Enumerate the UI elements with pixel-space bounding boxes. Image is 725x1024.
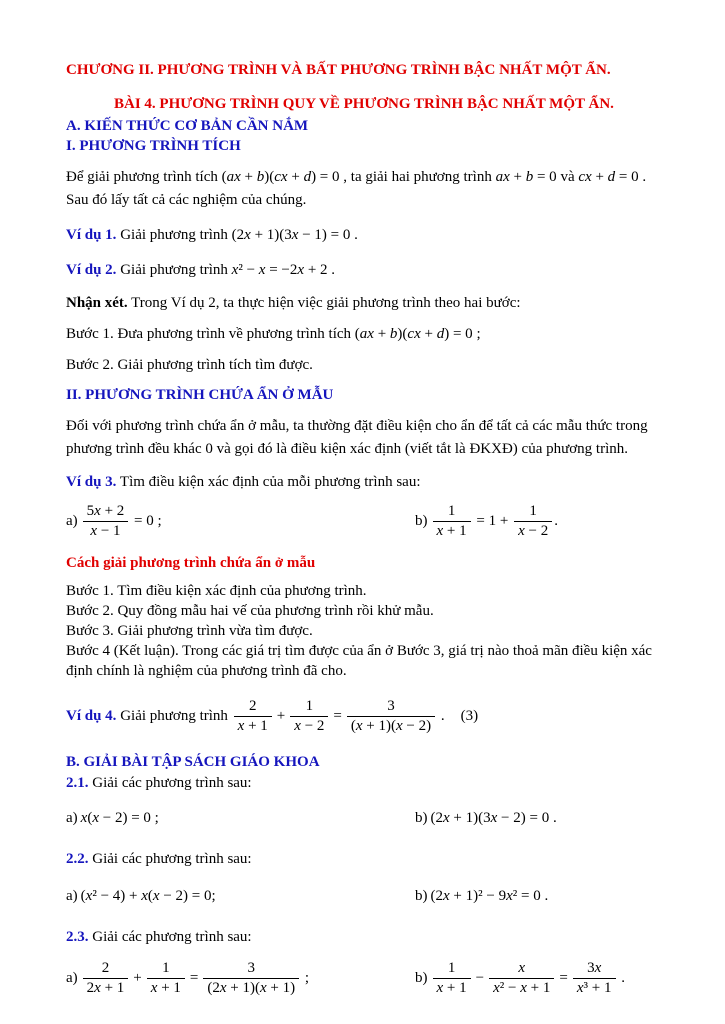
plus-operator: + bbox=[276, 707, 286, 724]
example-1 bbox=[66, 224, 661, 247]
item-b-marker: b) bbox=[415, 512, 428, 529]
example-2-text: Giải phương trình bbox=[116, 262, 232, 278]
denominator: x + 1 bbox=[436, 980, 467, 996]
example-2-equation: x² − x = −2x + 2 bbox=[231, 262, 328, 278]
denominator: x + 1 bbox=[436, 523, 467, 539]
numerator: 3 bbox=[347, 697, 435, 717]
denominator: x − 1 bbox=[90, 523, 121, 539]
denominator: x − 2 bbox=[518, 523, 549, 539]
example-2-tail: . bbox=[327, 262, 336, 278]
equation-b-tail: . bbox=[617, 969, 625, 986]
exercise-2-2-item-a bbox=[66, 885, 415, 908]
exercise-2-1-label: 2.1. bbox=[66, 775, 89, 791]
example-1-label: Ví dụ 1. bbox=[66, 227, 117, 243]
example-4-tail: . bbox=[437, 707, 445, 724]
method-step-1: Bước 1. Tìm điều kiện xác định của phương trình. bbox=[66, 583, 367, 599]
equation: x(x − 2) = 0 ; bbox=[80, 810, 159, 826]
example-4-label: Ví dụ 4. bbox=[66, 707, 117, 724]
example-4 bbox=[66, 697, 661, 736]
section-ii-heading: II. PHƯƠNG TRÌNH CHỨA ẨN Ở MẪU bbox=[66, 387, 334, 403]
intro-text-2: , ta giải hai phương trình bbox=[339, 169, 496, 185]
equation-a-tail: ; bbox=[301, 969, 310, 986]
math-product-form: (ax + b)(cx + d) = 0 bbox=[221, 169, 340, 185]
remark-step-1-tail: ; bbox=[472, 326, 481, 342]
denominator: x − 2 bbox=[294, 718, 325, 734]
example-3-text: Tìm điều kiện xác định của mỗi phương trình sau: bbox=[116, 474, 421, 490]
exercise-2-1-equations bbox=[66, 807, 661, 830]
example-3 bbox=[66, 471, 661, 494]
section-i-heading: I. PHƯƠNG TRÌNH TÍCH bbox=[66, 138, 241, 154]
intro-text-4: . Sau đó lấy tất cả các nghiệm của chúng. bbox=[66, 169, 647, 208]
example-3-equation-a bbox=[66, 502, 415, 541]
equation-b-middle: = 1 + bbox=[472, 512, 513, 529]
numerator: 3x bbox=[573, 959, 616, 979]
item-b-marker: b) bbox=[415, 810, 428, 826]
remark-step-2: Bước 2. Giải phương trình tích tìm được. bbox=[66, 357, 313, 373]
plus-operator: + bbox=[133, 969, 142, 986]
numerator: 1 bbox=[147, 959, 185, 979]
equation-number-tag: (3) bbox=[460, 707, 479, 724]
fraction bbox=[514, 502, 552, 541]
numerator: 2 bbox=[234, 697, 272, 717]
fraction bbox=[489, 959, 554, 998]
exercise-2-2-item-b bbox=[415, 885, 661, 908]
denominator-intro-paragraph: Đối với phương trình chứa ẩn ở mẫu, ta thường đặt điều kiện cho ẩn để tất cả các mẫu thức trong phương trình đều khác 0 và gọi đó là điều kiện xác định (viết tắt là ĐKXĐ) của phương trình. bbox=[66, 418, 648, 457]
remark-label: Nhận xét. bbox=[66, 295, 128, 311]
fraction bbox=[234, 697, 272, 736]
math-factor-1: ax + b = 0 bbox=[495, 169, 557, 185]
method-step-2: Bước 2. Quy đồng mẫu hai vế của phương trình rồi khử mẫu. bbox=[66, 603, 434, 619]
example-3-equations bbox=[66, 502, 661, 541]
lesson-heading: BÀI 4. PHƯƠNG TRÌNH QUY VỀ PHƯƠNG TRÌNH BẬC NHẤT MỘT ẨN. bbox=[114, 96, 614, 112]
section-b-heading: B. GIẢI BÀI TẬP SÁCH GIÁO KHOA bbox=[66, 754, 320, 770]
chapter-heading: CHƯƠNG II. PHƯƠNG TRÌNH VÀ BẤT PHƯƠNG TRÌNH BẬC NHẤT MỘT ẨN. bbox=[66, 62, 611, 78]
exercise-2-3-equations bbox=[66, 959, 661, 998]
remark-step-1-text: Bước 1. Đưa phương trình về phương trình tích bbox=[66, 326, 355, 342]
product-equation-intro bbox=[66, 166, 661, 212]
exercise-2-2 bbox=[66, 848, 661, 871]
numerator: 1 bbox=[290, 697, 328, 717]
exercise-2-3-label: 2.3. bbox=[66, 929, 89, 945]
numerator: 1 bbox=[433, 502, 471, 522]
denominator: x³ + 1 bbox=[576, 980, 612, 996]
item-a-marker: a) bbox=[66, 512, 78, 529]
numerator: 3 bbox=[203, 959, 299, 979]
item-a-marker: a) bbox=[66, 810, 78, 826]
section-a-heading: A. KIẾN THỨC CƠ BẢN CẦN NẮM bbox=[66, 118, 309, 134]
exercise-2-2-text: Giải các phương trình sau: bbox=[88, 851, 252, 867]
fraction bbox=[433, 502, 471, 541]
example-2 bbox=[66, 259, 661, 282]
fraction bbox=[573, 959, 616, 998]
fraction bbox=[147, 959, 185, 998]
fraction bbox=[347, 697, 435, 736]
numerator: 1 bbox=[514, 502, 552, 522]
fraction bbox=[83, 502, 129, 541]
remark-step-1-equation: (ax + b)(cx + d) = 0 bbox=[354, 326, 473, 342]
fraction bbox=[83, 959, 129, 998]
example-2-label: Ví dụ 2. bbox=[66, 262, 117, 278]
numerator: 5x + 2 bbox=[83, 502, 129, 522]
method-step-4: Bước 4 (Kết luận). Trong các giá trị tìm được của ẩn ở Bước 3, giá trị nào thoả mãn điều kiện xác định chính là nghiệm của phương trình đã cho. bbox=[66, 643, 652, 679]
example-1-text: Giải phương trình bbox=[116, 227, 232, 243]
denominator: x + 1 bbox=[237, 718, 268, 734]
example-1-tail: . bbox=[350, 227, 358, 243]
exercise-2-1-item-b bbox=[415, 807, 661, 830]
method-steps bbox=[66, 581, 661, 681]
exercise-2-1-text: Giải các phương trình sau: bbox=[88, 775, 252, 791]
equation: (2x + 1)² − 9x² = 0 . bbox=[430, 888, 549, 904]
item-a-marker: a) bbox=[66, 969, 78, 986]
equals-operator: = bbox=[189, 969, 199, 986]
denominator: x + 1 bbox=[150, 980, 181, 996]
math-factor-2: cx + d = 0 bbox=[578, 169, 639, 185]
exercise-2-3-text: Giải các phương trình sau: bbox=[88, 929, 252, 945]
item-b-marker: b) bbox=[415, 888, 428, 904]
intro-text-3: và bbox=[556, 169, 579, 185]
denominator: (x + 1)(x − 2) bbox=[350, 718, 432, 734]
exercise-2-2-label: 2.2. bbox=[66, 851, 89, 867]
numerator: x bbox=[489, 959, 554, 979]
exercise-2-3-item-b bbox=[415, 959, 661, 998]
example-3-label: Ví dụ 3. bbox=[66, 474, 117, 490]
exercise-2-1-item-a bbox=[66, 807, 415, 830]
intro-text-1: Để giải phương trình tích bbox=[66, 169, 222, 185]
minus-operator: − bbox=[475, 969, 485, 986]
numerator: 2 bbox=[83, 959, 129, 979]
example-4-text: Giải phương trình bbox=[116, 707, 232, 724]
numerator: 1 bbox=[433, 959, 471, 979]
equation: (x² − 4) + x(x − 2) = 0; bbox=[80, 888, 216, 904]
item-a-marker: a) bbox=[66, 888, 78, 904]
example-1-equation: (2x + 1)(3x − 1) = 0 bbox=[231, 227, 351, 243]
denominator: (2x + 1)(x + 1) bbox=[207, 980, 296, 996]
denominator: 2x + 1 bbox=[86, 980, 125, 996]
fraction bbox=[203, 959, 299, 998]
equation-a-tail: = 0 ; bbox=[130, 512, 162, 529]
exercise-2-1 bbox=[66, 772, 661, 795]
exercise-2-2-equations bbox=[66, 885, 661, 908]
equals-operator: = bbox=[333, 707, 342, 724]
equation: (2x + 1)(3x − 2) = 0 . bbox=[430, 810, 557, 826]
fraction bbox=[290, 697, 328, 736]
remark-text: Trong Ví dụ 2, ta thực hiện việc giải phương trình theo hai bước: bbox=[127, 295, 521, 311]
exercise-2-3 bbox=[66, 926, 661, 949]
method-title: Cách giải phương trình chứa ẩn ở mẫu bbox=[66, 555, 316, 571]
item-b-marker: b) bbox=[415, 969, 428, 986]
denominator: x² − x + 1 bbox=[493, 980, 551, 996]
example-3-equation-b bbox=[415, 502, 661, 541]
equation-b-tail: . bbox=[554, 512, 558, 529]
equals-operator: = bbox=[559, 969, 568, 986]
exercise-2-3-item-a bbox=[66, 959, 415, 998]
method-step-3: Bước 3. Giải phương trình vừa tìm được. bbox=[66, 623, 313, 639]
remark-paragraph bbox=[66, 292, 661, 315]
fraction bbox=[433, 959, 471, 998]
remark-step-1 bbox=[66, 323, 661, 346]
